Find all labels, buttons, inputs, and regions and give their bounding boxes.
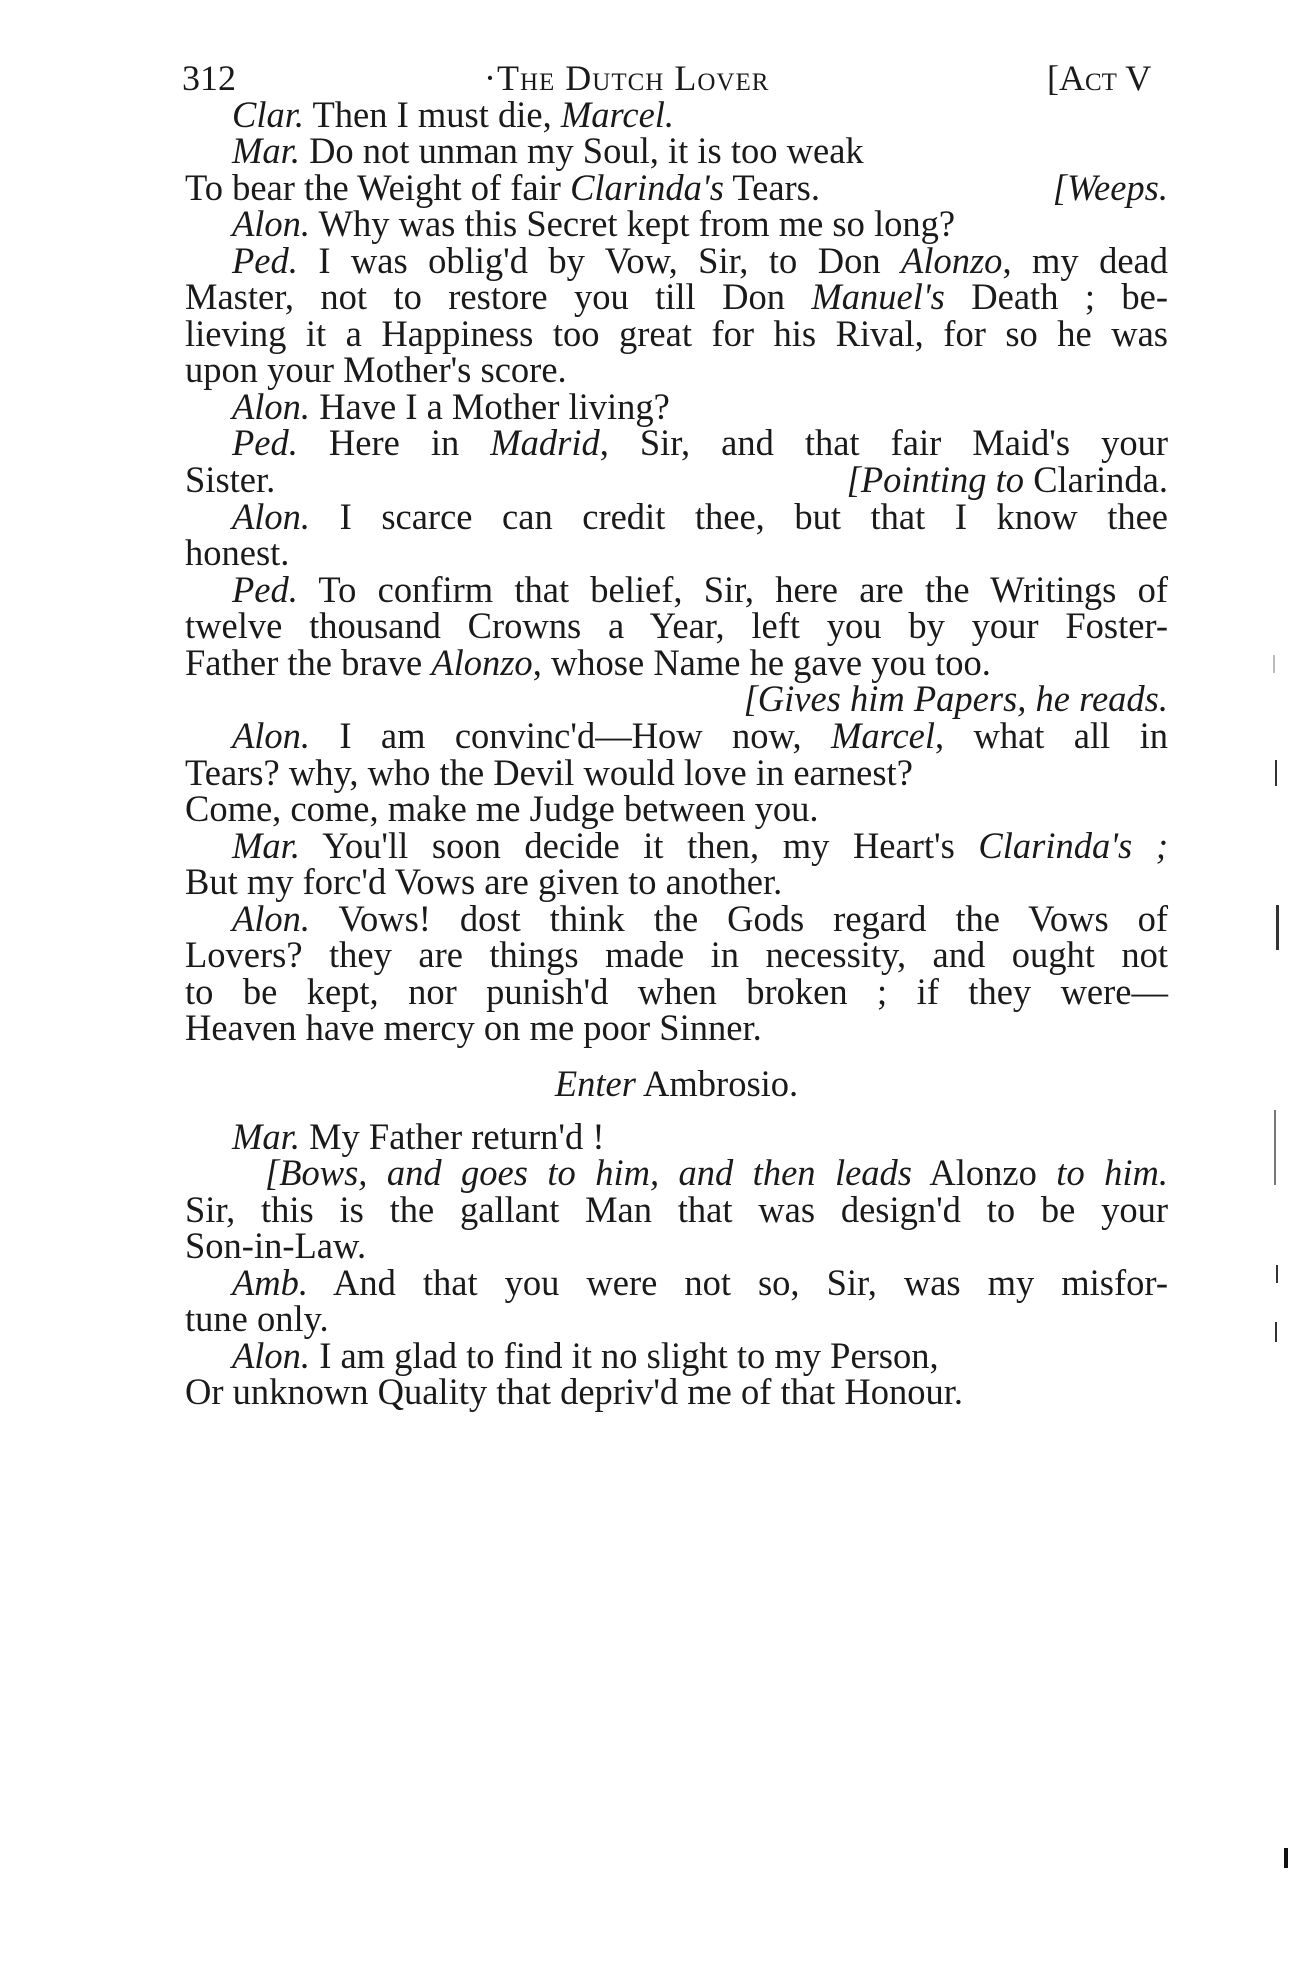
line-text: Sister. [185, 459, 276, 500]
scan-mark [1284, 1848, 1288, 1868]
speaker: Mar. [232, 1116, 300, 1157]
scan-mark [1274, 1110, 1276, 1185]
running-title: ·The Dutch Lover [484, 58, 770, 98]
text-line [185, 1369, 1168, 1415]
speaker: Mar. [232, 825, 300, 866]
line-text: Why was this Secret kept from me so long? [310, 203, 956, 244]
line-text: I am convinc'd—How now, [310, 715, 831, 756]
text-line [185, 1005, 1168, 1051]
line-text: You'll soon decide it then, my Heart's [299, 825, 979, 866]
line-text: To bear the Weight of fair [185, 167, 571, 208]
act-label: [Act V [1047, 58, 1152, 98]
speaker: Mar. [232, 130, 300, 171]
stage-direction-italic: [Bows, and goes to him, and then leads [265, 1152, 912, 1193]
italic-name: Marcel. [560, 94, 675, 135]
line-text: Have I a Mother living? [310, 386, 670, 427]
stage-direction-name: Ambrosio. [635, 1063, 799, 1104]
italic-name: Alonzo [901, 240, 1003, 281]
page-number: 312 [182, 58, 236, 98]
stage-direction-name: Clarinda. [1024, 459, 1168, 500]
line-text: twelve thousand Crowns a Year, left you by your Foster- [185, 605, 1168, 646]
speaker: Alon. [232, 496, 311, 537]
scan-mark [1275, 1322, 1277, 1342]
speaker: Amb. [232, 1262, 309, 1303]
line-text: to be kept, nor punish'd when broken ; if they were— [185, 971, 1168, 1012]
stage-direction-name: Alonzo [912, 1152, 1057, 1193]
line-text: Then I must die, [304, 94, 561, 135]
line-text: Vows! dost think the Gods regard the Vows of [310, 898, 1168, 939]
speaker: Alon. [232, 1335, 311, 1376]
line-text: Here in [297, 422, 491, 463]
line-text: Master, not to restore you till Don [185, 276, 812, 317]
stage-direction: [Weeps. [1052, 167, 1168, 208]
italic-name: Clarinda's [570, 167, 724, 208]
line-text: Father the brave [185, 642, 432, 683]
line-text: Tears? why, who the Devil would love in earnest? [185, 752, 913, 793]
line-text: Son-in-Law. [185, 1225, 367, 1266]
line-text: Heaven have mercy on me poor Sinner. [185, 1007, 762, 1048]
line-text: lieving it a Happiness too great for his Rival, for so he was [185, 313, 1168, 354]
italic-name: Marcel [830, 715, 936, 756]
line-text: Do not unman my Soul, it is too weak [299, 130, 864, 171]
line-text: Or unknown Quality that depriv'd me of that Honour. [185, 1371, 964, 1412]
scan-mark [1276, 1265, 1278, 1283]
speaker: Clar. [232, 94, 305, 135]
line-text: I scarce can credit thee, but that I know thee [310, 496, 1168, 537]
entrance-direction [185, 1061, 1168, 1107]
line-text: To confirm that belief, Sir, here are the Writings of [297, 569, 1168, 610]
scan-mark [1276, 905, 1279, 950]
line-text: Sir, this is the gallant Man that was design'd to be your [185, 1189, 1168, 1230]
line-text: My Father return'd ! [299, 1116, 605, 1157]
speaker: Ped. [232, 240, 298, 281]
stage-direction-italic: Enter [554, 1063, 636, 1104]
line-text: , my dead [1002, 240, 1168, 281]
line-text: honest. [185, 532, 290, 573]
line-text: , whose Name he gave you too. [532, 642, 991, 683]
line-text: Tears. [723, 167, 821, 208]
italic-name: Alonzo [431, 642, 533, 683]
line-text: And that you were not so, Sir, was my misfor- [308, 1262, 1168, 1303]
line-text: , Sir, and that fair Maid's your [599, 422, 1168, 463]
line-text: I was oblig'd by Vow, Sir, to Don [297, 240, 902, 281]
stage-direction: [Gives him Papers, he reads. [743, 678, 1168, 719]
scan-mark [1273, 655, 1275, 673]
scan-mark [1275, 760, 1277, 786]
line-text: upon your Mother's score. [185, 349, 567, 390]
line-text: Come, come, make me Judge between you. [185, 788, 819, 829]
line-text: Lovers? they are things made in necessity, and ought not [185, 934, 1168, 975]
line-text: tune only. [185, 1298, 329, 1339]
speaker: Ped. [232, 422, 298, 463]
line-text: But my forc'd Vows are given to another. [185, 861, 783, 902]
italic-name: Madrid [490, 422, 600, 463]
speaker: Alon. [232, 386, 311, 427]
italic-name: Clarinda's ; [978, 825, 1168, 866]
line-text: Death ; be- [944, 276, 1169, 317]
stage-direction-italic: [Pointing to [846, 459, 1025, 500]
line-text: , what all in [935, 715, 1168, 756]
italic-name: Manuel's [811, 276, 945, 317]
stage-direction-italic: to him. [1056, 1152, 1168, 1193]
speaker: Ped. [232, 569, 298, 610]
speaker: Alon. [232, 898, 311, 939]
line-text: I am glad to find it no slight to my Person, [310, 1335, 939, 1376]
speaker: Alon. [232, 203, 311, 244]
speaker: Alon. [232, 715, 311, 756]
